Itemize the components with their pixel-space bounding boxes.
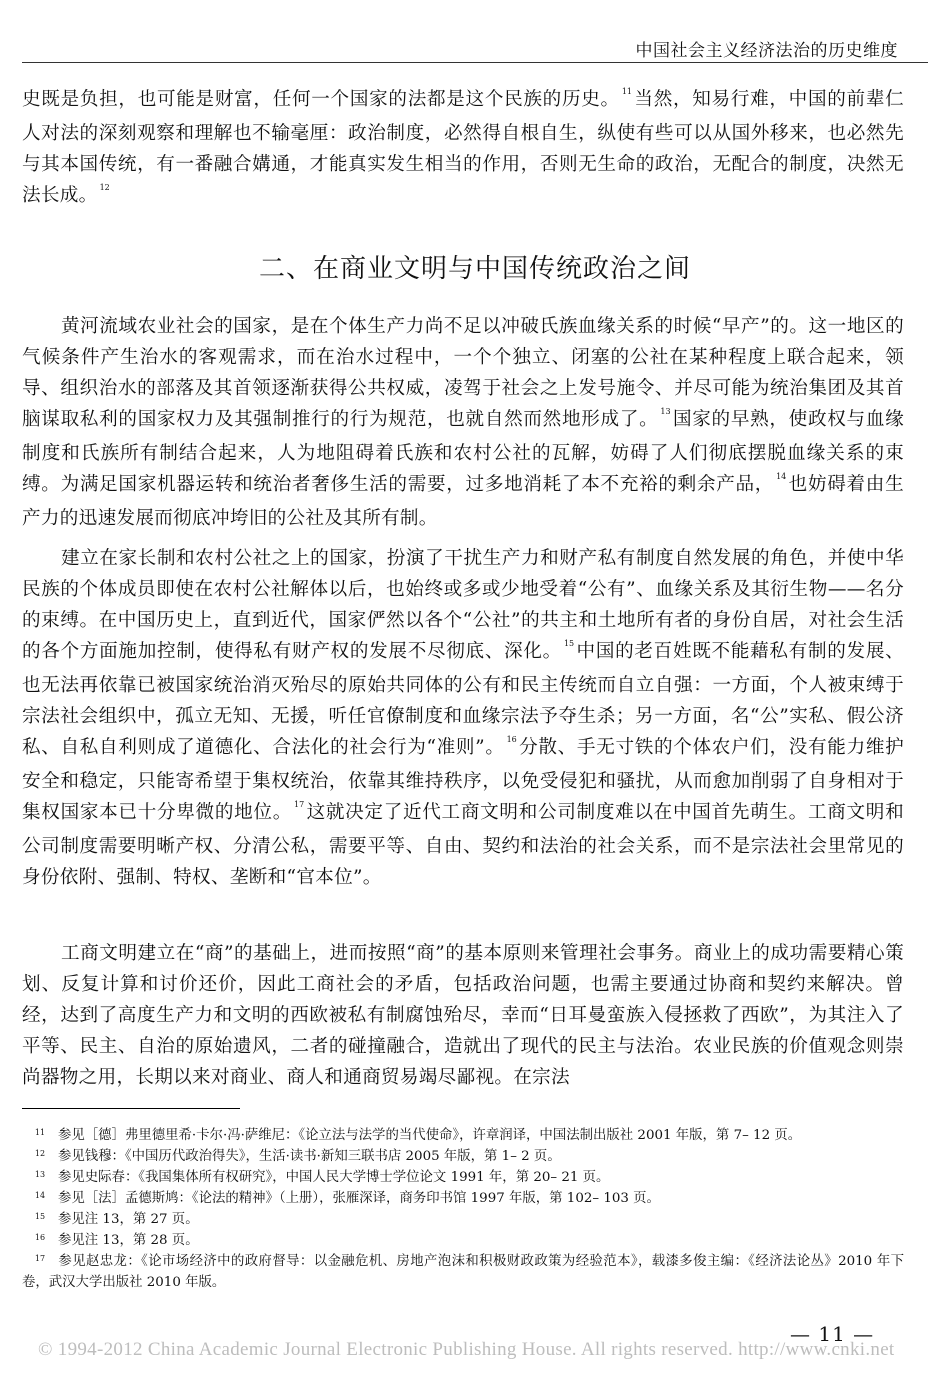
footnote bbox=[22, 1168, 904, 1189]
footnote-number: 15 bbox=[34, 1212, 46, 1221]
footnote-text: 参见史际春：《我国集体所有权研究》，中国人民大学博士学位论文 1991 年，第 20– 21 页。 bbox=[58, 1170, 610, 1185]
footnote-text: 参见钱穆：《中国历代政治得失》，生活·读书·新知三联书店 2005 年版，第 1– 2 页。 bbox=[58, 1149, 561, 1164]
paragraph-text: 国家的早熟，使政权与血缘制度和氏族所有制结合起来，人为地阻碍着氏族和农村公社的瓦解，妨碍了人们彻底摆脱血缘关系的束缚。为满足国家机器运转和统治者奢侈生活的需要，过多地消耗了本不充裕的剩余产品， bbox=[22, 409, 904, 495]
footnote-number: 17 bbox=[34, 1254, 46, 1263]
footnote-ref[interactable]: 12 bbox=[99, 183, 110, 192]
footnote-ref[interactable]: 11 bbox=[621, 87, 633, 96]
paragraph-text: 黄河流域农业社会的国家，是在个体生产力尚不足以冲破氏族血缘关系的时候“早产”的。这一地区的气候条件产生治水的客观需求，而在治水过程中，一个个独立、闭塞的公社在某种程度上联合起来，领导、组织治水的部落及其首领逐渐获得公共权威，凌驾于社会之上发号施令、并尽可能为统治集团及其首脑谋取私利的国家权力及其强制推行的行为规范，也就自然而然地形成了。 bbox=[22, 316, 904, 430]
paragraph-text: 也妨碍着由生产力的迅速发展而彻底冲垮旧的公社及其所有制。 bbox=[22, 474, 904, 529]
running-header: 中国社会主义经济法治的历史维度 bbox=[635, 41, 898, 61]
copyright-watermark: © 1994-2012 China Academic Journal Electronic Publishing House. All rights reserved. http://www.cnki.net bbox=[38, 1339, 895, 1360]
footnote bbox=[22, 1231, 904, 1252]
paragraph-intro bbox=[22, 84, 904, 214]
paragraph-text: 分散、手无寸铁的个体农户们，没有能力维护安全和稳定，只能寄希望于集权统治，依靠其维持秩序，以免受侵犯和骚扰，从而愈加削弱了自身相对于集权国家本已十分卑微的地位。 bbox=[22, 737, 904, 823]
footnote-text: 参见赵忠龙：《论市场经济中的政府督导：以金融危机、房地产泡沫和积极财政政策为经验范本》，载漆多俊主编：《经济法论丛》2010 年下卷，武汉大学出版社 2010 年版。 bbox=[22, 1254, 904, 1290]
footnote-text: 参见注 13，第 28 页。 bbox=[58, 1233, 199, 1248]
footnote bbox=[22, 1189, 904, 1210]
footnote bbox=[22, 1147, 904, 1168]
paragraph-1 bbox=[22, 311, 904, 534]
footnote-number: 11 bbox=[34, 1128, 46, 1137]
footnote-ref[interactable]: 15 bbox=[563, 639, 575, 648]
footnote-ref[interactable]: 17 bbox=[293, 800, 305, 809]
footnote bbox=[22, 1126, 904, 1147]
page-number: — 11 — bbox=[790, 1322, 875, 1346]
footnote-ref[interactable]: 16 bbox=[506, 735, 517, 744]
paragraph-text: 史既是负担，也可能是财富，任何一个国家的法都是这个民族的历史。 bbox=[22, 89, 620, 110]
paragraph-text: 工商文明建立在“商”的基础上，进而按照“商”的基本原则来管理社会事务。商业上的成功需要精心策划、反复计算和讨价还价，因此工商社会的矛盾，包括政治问题，也需主要通过协商和契约来解决。曾经，达到了高度生产力和文明的西欧被私有制腐蚀殆尽，幸而“日耳曼蛮族入侵拯救了西欧”，为其注入了平等、民主、自治的原始遗风，二者的碰撞融合，造就出了现代的民主与法治。农业民族的价值观念则崇尚器物之用，长期以来对商业、商人和通商贸易竭尽鄙视。在宗法 bbox=[22, 943, 904, 1088]
paragraph-3 bbox=[22, 938, 904, 1093]
header-rule bbox=[22, 62, 928, 63]
footnote-rule bbox=[22, 1108, 240, 1109]
footnote-text: 参见［德］弗里德里希·卡尔·冯·萨维尼：《论立法与法学的当代使命》，许章润译，中国法制出版社 2001 年版，第 7– 12 页。 bbox=[58, 1128, 802, 1143]
paragraph-2 bbox=[22, 543, 904, 893]
footnote-ref[interactable]: 13 bbox=[660, 407, 671, 416]
paragraph-text: 中国的老百姓既不能藉私有制的发展、也无法再依靠已被国家统治消灭殆尽的原始共同体的公有和民主传统而自立自强：一方面，个人被束缚于宗法社会组织中，孤立无知、无援，听任官僚制度和血缘宗法予夺生杀；另一方面，名“公”实私、假公济私、自私自利则成了道德化、合法化的社会行为“准则”。 bbox=[22, 641, 904, 758]
footnote-number: 14 bbox=[34, 1191, 46, 1200]
footnote-number: 12 bbox=[34, 1149, 46, 1158]
footnote bbox=[22, 1210, 904, 1231]
footnote-text: 参见［法］孟德斯鸠：《论法的精神》（上册），张雁深译，商务印书馆 1997 年版，第 102– 103 页。 bbox=[58, 1191, 660, 1206]
section-heading: 二、在商业文明与中国传统政治之间 bbox=[258, 254, 691, 284]
paragraph-text: 这就决定了近代工商文明和公司制度难以在中国首先萌生。工商文明和公司制度需要明晰产权、分清公私，需要平等、自由、契约和法治的社会关系，而不是宗法社会里常见的身份依附、强制、特权、垄断和“官本位”。 bbox=[22, 802, 904, 888]
footnote-number: 16 bbox=[34, 1233, 46, 1242]
footnote-ref[interactable]: 14 bbox=[776, 472, 787, 481]
footnote bbox=[22, 1252, 904, 1293]
footnotes bbox=[22, 1126, 904, 1293]
footnote-text: 参见注 13，第 27 页。 bbox=[58, 1212, 199, 1227]
paragraph-text: 当然，知易行难，中国的前辈仁人对法的深刻观察和理解也不输毫厘：政治制度，必然得自根自生，纵使有些可以从国外移来，也必然先与其本国传统，有一番融合媾通，才能真实发生相当的作用，否则无生命的政治，无配合的制度，决然无法长成。 bbox=[22, 89, 904, 206]
footnote-number: 13 bbox=[34, 1170, 46, 1179]
paragraph-text: 建立在家长制和农村公社之上的国家，扮演了干扰生产力和财产私有制度自然发展的角色，并使中华民族的个体成员即使在农村公社解体以后，也始终或多或少地受着“公有”、血缘关系及其衍生物——名分的束缚。在中国历史上，直到近代，国家俨然以各个“公社”的共主和土地所有者的身份自居，对社会生活的各个方面施加控制，使得私有财产权的发展不尽彻底、深化。 bbox=[22, 548, 904, 662]
